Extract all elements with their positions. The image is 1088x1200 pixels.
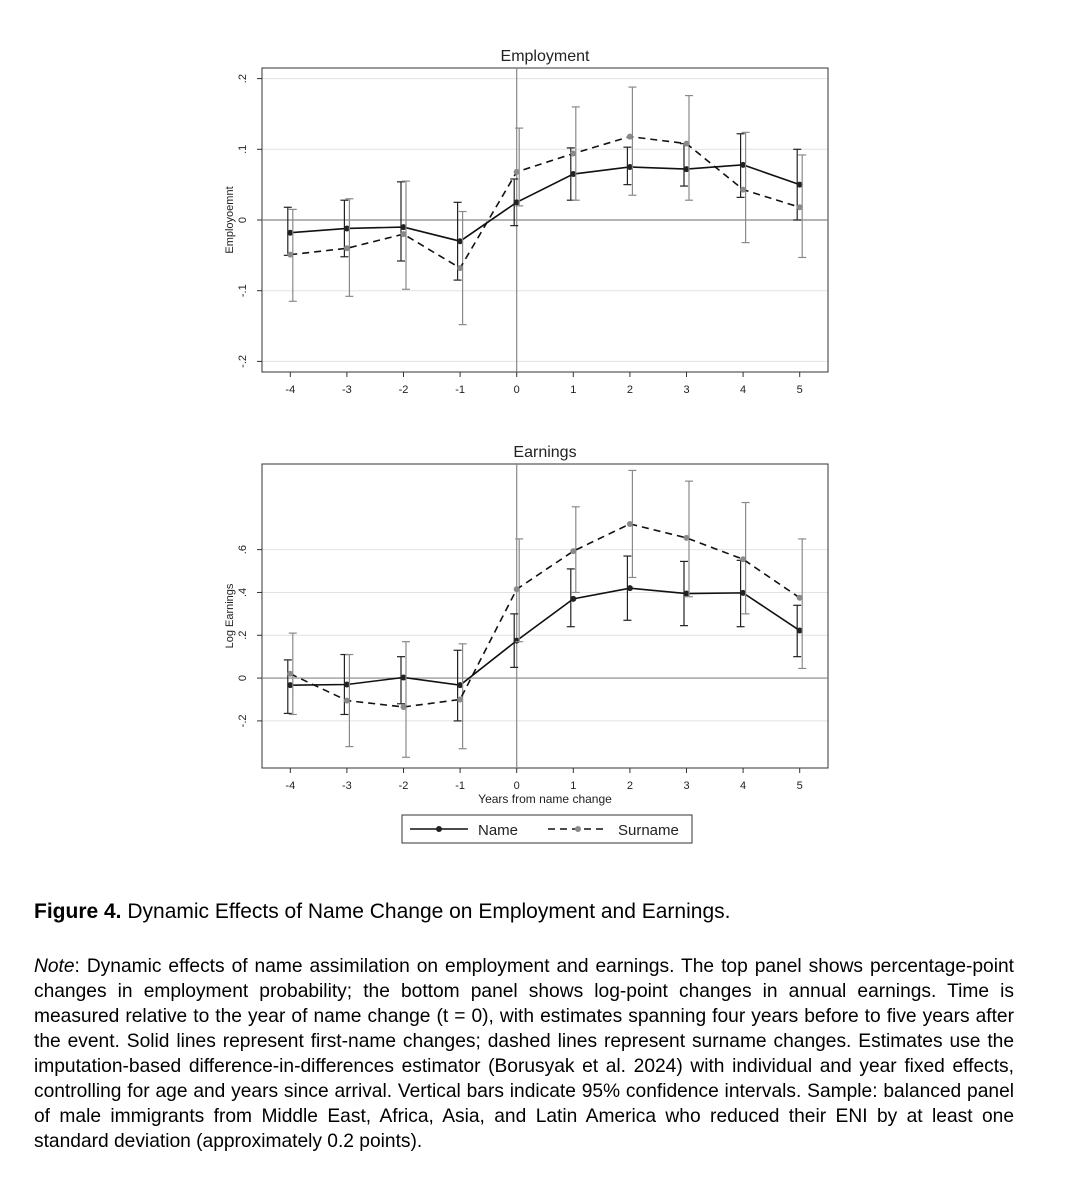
earnings-plot-frame: [262, 464, 828, 768]
employment-y-axis-label: Employoemnt: [224, 186, 236, 254]
employment-surname-series-line: [290, 137, 799, 268]
earnings-x-tick-label: -3: [342, 780, 352, 792]
employment-y-tick-label: 0: [237, 216, 249, 224]
earnings-x-tick-label: 2: [626, 780, 633, 792]
earnings-surname-point: [797, 595, 803, 601]
caption-title: [34, 898, 1014, 926]
employment-x-tick-label: 4: [740, 384, 747, 396]
earnings-name-point: [570, 596, 576, 602]
employment-x-tick-label: 0: [513, 384, 520, 396]
employment-name-ci-bar: [397, 182, 405, 261]
employment-y-tick-label: -.2: [237, 354, 249, 368]
earnings-x-tick-label: -1: [455, 780, 465, 792]
employment-surname-point: [627, 134, 633, 140]
employment-name-ci-bar: [680, 144, 688, 186]
figure-caption: [34, 898, 1014, 1154]
earnings-y-tick-label: .6: [237, 545, 249, 555]
earnings-surname-point: [344, 698, 350, 704]
caption-note-text: : Dynamic effects of name assimilation on employment and earnings. The top panel shows percentage-point changes in employment probability; the bottom panel shows log-point changes in annual earnings. Time is measured relative to the year of name change (t = 0), with estimates spanning four years before to five years after the event. Solid lines represent first-name changes; dashed lines represent surname changes. Estimates use the imputation-based difference-in-differences estimator (Borusyak et al. 2024) with individual and year fixed effects, controlling for age and years since arrival. Vertical bars indicate 95% confidence intervals. Sample: balanced panel of male immigrants from Middle East, Africa, Asia, and Latin America who reduced their ENI by at least one standard deviation (approximately 0.2 points).: [34, 956, 1014, 1152]
legend-surname-label: Surname: [618, 822, 679, 839]
earnings-surname-point: [457, 696, 463, 702]
employment-x-tick-label: -3: [342, 384, 352, 396]
earnings-y-tick-label: 0: [237, 675, 249, 682]
employment-name-series-line: [290, 165, 799, 241]
earnings-x-axis-label: Years from name change: [478, 792, 612, 806]
legend-surname-marker: [575, 826, 581, 832]
employment-y-tick-label: .2: [237, 74, 249, 84]
employment-surname-point: [457, 265, 463, 271]
employment-surname-ci-bar: [628, 87, 636, 195]
earnings-surname-point: [684, 535, 690, 541]
employment-x-tick-label: 3: [683, 384, 690, 396]
employment-y-tick-label: -.1: [237, 284, 249, 298]
employment-surname-point: [570, 151, 576, 157]
earnings-surname-point: [401, 704, 407, 710]
earnings-x-tick-label: 5: [796, 780, 803, 792]
caption-label: Figure 4.: [34, 900, 122, 923]
employment-surname-point: [287, 252, 293, 258]
employment-surname-point: [740, 187, 746, 193]
caption-note-label: Note: [34, 956, 75, 977]
earnings-y-tick-label: .4: [237, 587, 249, 598]
employment-x-tick-label: -2: [398, 384, 409, 396]
earnings-surname-ci-bar: [402, 642, 410, 758]
employment-x-tick-label: -1: [455, 384, 465, 396]
earnings-y-tick-label: -.2: [237, 714, 249, 728]
earnings-surname-series-line: [290, 524, 799, 707]
employment-surname-point: [344, 245, 350, 251]
employment-x-tick-label: 2: [626, 384, 633, 396]
earnings-y-axis-label: Log Earnings: [224, 583, 236, 649]
earnings-name-point: [627, 585, 633, 591]
earnings-surname-ci-bar: [798, 539, 806, 669]
earnings-x-tick-label: 0: [513, 780, 520, 792]
employment-x-tick-label: 1: [570, 384, 577, 396]
earnings-surname-point: [570, 548, 576, 554]
legend-name-label: Name: [478, 822, 519, 839]
earnings-name-series-line: [290, 588, 799, 685]
earnings-x-tick-label: -4: [285, 780, 296, 792]
employment-surname-point: [401, 231, 407, 237]
earnings-surname-point: [287, 671, 293, 677]
employment-x-tick-label: -4: [285, 384, 296, 396]
employment-y-tick-label: .1: [237, 144, 249, 154]
employment-surname-ci-bar: [685, 96, 693, 201]
caption-title-text: Dynamic Effects of Name Change on Employment and Earnings.: [127, 900, 731, 923]
employment-chart-title: Employment: [500, 48, 590, 65]
earnings-x-tick-label: -2: [398, 780, 409, 792]
earnings-x-tick-label: 4: [740, 780, 747, 792]
legend-name-marker: [436, 826, 442, 832]
earnings-chart-title: Earnings: [513, 444, 577, 461]
employment-surname-point: [797, 204, 803, 210]
earnings-x-tick-label: 3: [683, 780, 690, 792]
earnings-x-tick-label: 1: [570, 780, 577, 792]
caption-note: [34, 954, 1014, 1154]
employment-x-tick-label: 5: [796, 384, 803, 396]
earnings-surname-point: [627, 521, 633, 527]
earnings-surname-point: [514, 586, 520, 592]
employment-surname-point: [514, 169, 520, 175]
earnings-y-tick-label: .2: [237, 630, 249, 640]
earnings-surname-point: [740, 556, 746, 562]
employment-surname-point: [684, 141, 690, 147]
